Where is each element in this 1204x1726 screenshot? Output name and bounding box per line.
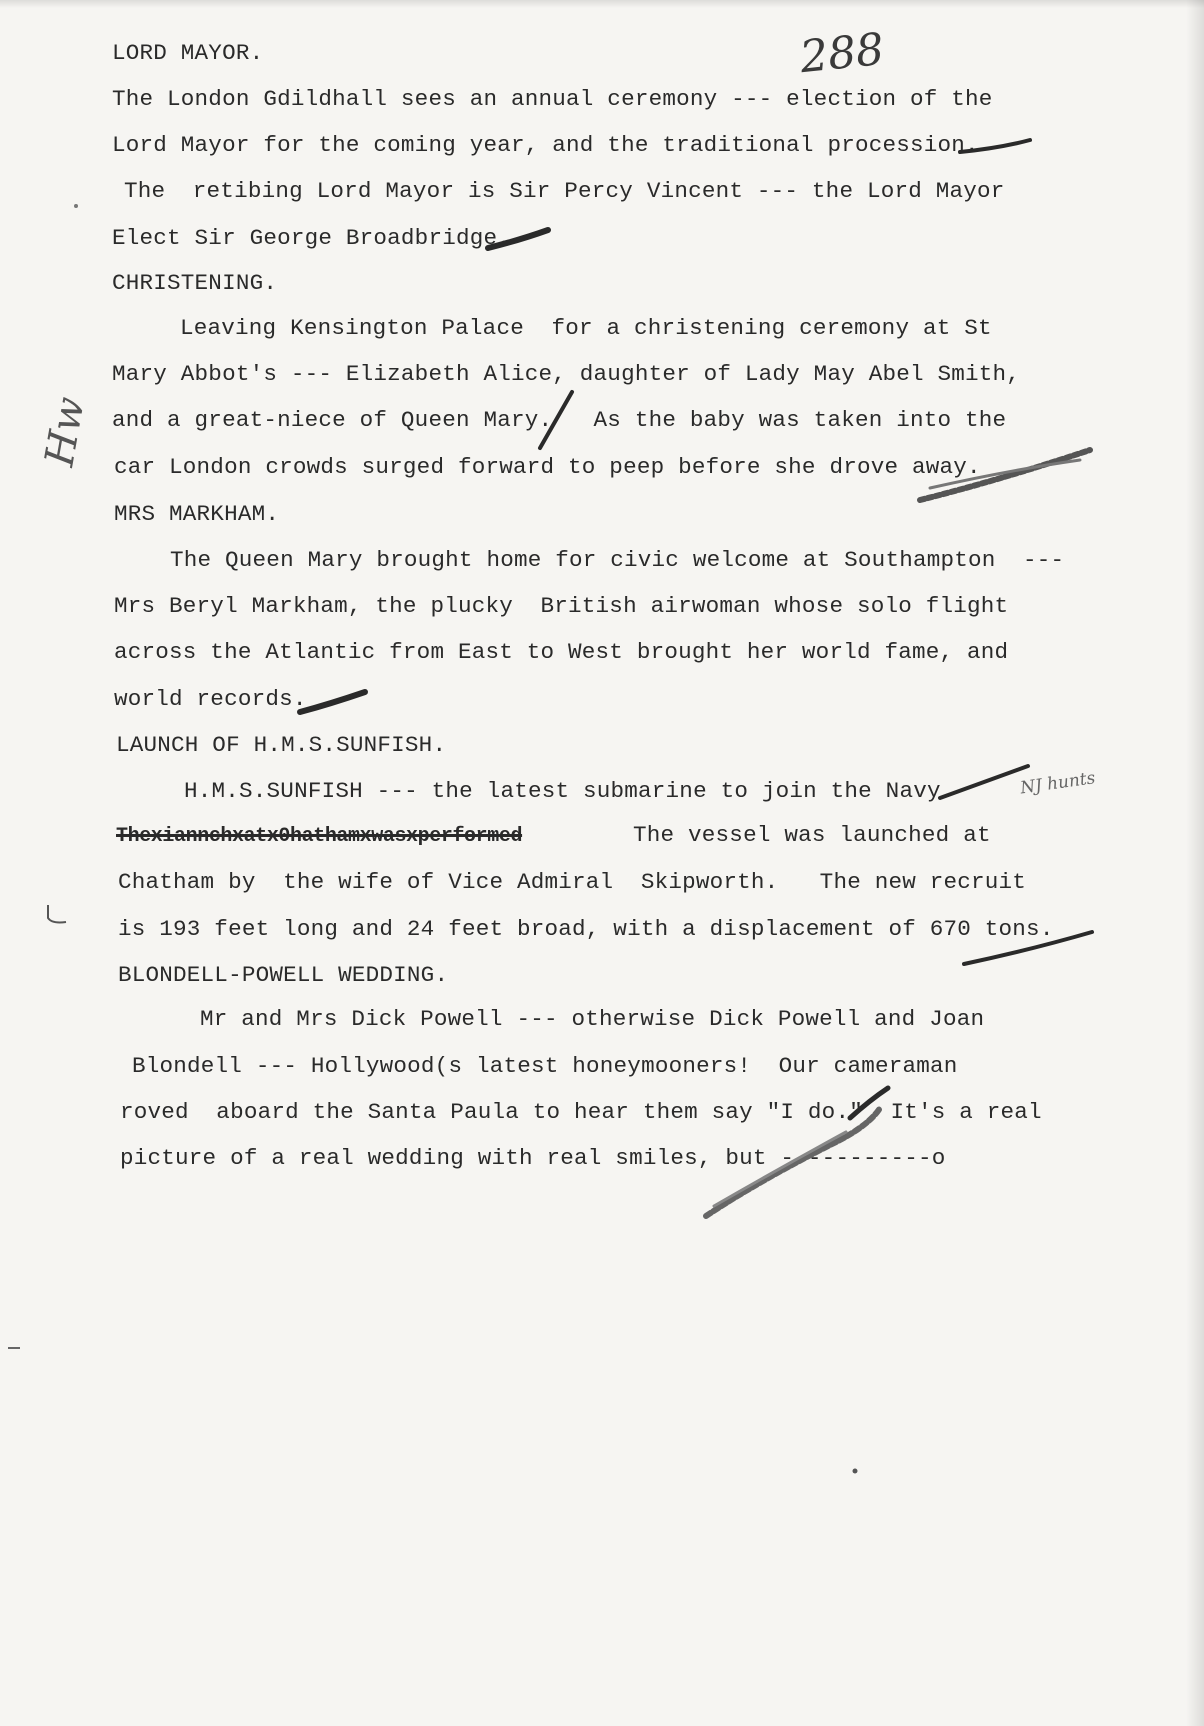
text-line: Chatham by the wife of Vice Admiral Skipworth. The new recruit [118, 869, 1027, 895]
text-line: H.M.S.SUNFISH --- the latest submarine to join the Navy. [184, 778, 955, 804]
section-heading-mrs-markham: MRS MARKHAM. [114, 501, 280, 527]
handwritten-page-number: 288 [797, 23, 887, 84]
text-line: picture of a real wedding with real smiles, but -----------o [120, 1145, 946, 1171]
text-line: The retibing Lord Mayor is Sir Percy Vincent --- the Lord Mayor [124, 178, 1005, 204]
text-line: is 193 feet long and 24 feet broad, with a displacement of 670 tons. [118, 916, 1054, 942]
text-line: The vessel was launched at [633, 822, 991, 848]
handwritten-margin-note-right: NJ hunts [1018, 768, 1097, 799]
text-line: Elect Sir George Broadbridge. [112, 225, 511, 251]
text-line: Blondell --- Hollywood(s latest honeymooners! Our cameraman [132, 1053, 958, 1079]
text-line: Leaving Kensington Palace for a christening ceremony at St [180, 315, 992, 341]
text-line: roved aboard the Santa Paula to hear them say "I do." It's a real [120, 1099, 1042, 1125]
text-line: world records. [114, 686, 307, 712]
section-heading-lord-mayor: LORD MAYOR. [112, 40, 264, 66]
section-heading-wedding: BLONDELL-POWELL WEDDING. [118, 962, 449, 988]
struck-out-text: Thexiannchxatx0hathamxwasxperformed [116, 825, 523, 848]
text-line: across the Atlantic from East to West brought her world fame, and [114, 639, 1009, 665]
text-line: Mr and Mrs Dick Powell --- otherwise Dick Powell and Joan [200, 1006, 985, 1032]
text-line: The London Gdildhall sees an annual ceremony --- election of the [112, 86, 993, 112]
handwritten-margin-initials: Hw [36, 393, 94, 470]
section-heading-christening: CHRISTENING. [112, 270, 278, 296]
text-line: car London crowds surged forward to peep before she drove away. [114, 454, 981, 480]
text-line: The Queen Mary brought home for civic welcome at Southampton --- [170, 547, 1065, 573]
section-heading-sunfish: LAUNCH OF H.M.S.SUNFISH. [116, 732, 447, 758]
text-line: Lord Mayor for the coming year, and the traditional procession. [112, 132, 979, 158]
text-line: and a great-niece of Queen Mary. As the baby was taken into the [112, 407, 1007, 433]
text-line: Mrs Beryl Markham, the plucky British airwoman whose solo flight [114, 593, 1009, 619]
text-line: Mary Abbot's --- Elizabeth Alice, daughter of Lady May Abel Smith, [112, 361, 1021, 387]
